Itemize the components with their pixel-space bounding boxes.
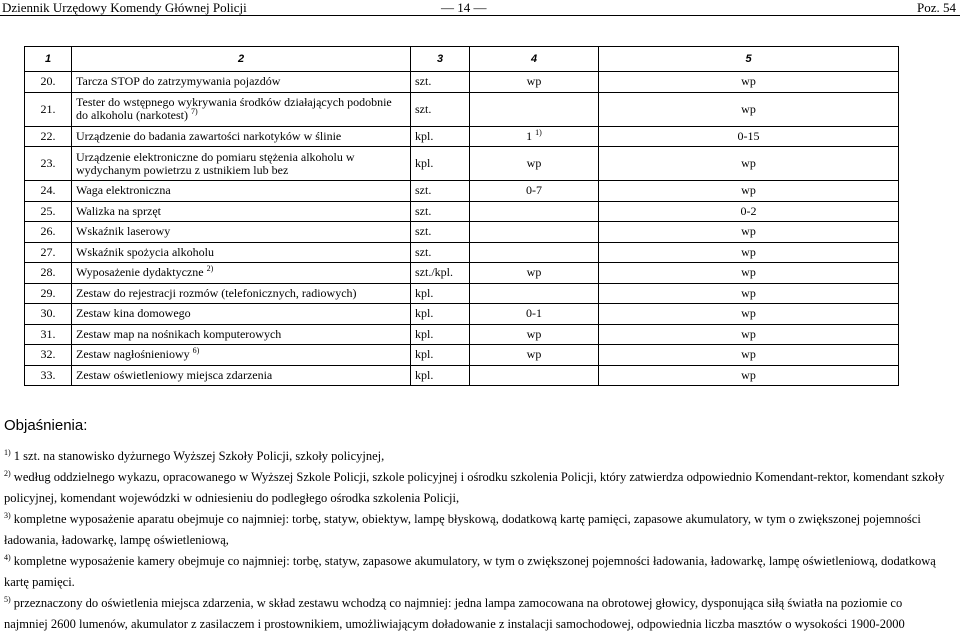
norm-cell: 0-15 (599, 126, 899, 147)
header-rule (0, 15, 960, 16)
item-name-cell (72, 92, 411, 126)
row-number: 20. (25, 72, 72, 93)
table-row (25, 304, 899, 325)
item-name-cell (72, 201, 411, 222)
page-header (0, 0, 960, 16)
norm-cell: 0-2 (599, 201, 899, 222)
item-name: Urządzenie elektroniczne do pomiaru stężenia alkoholu w wydychanym powietrzu z ustnikiem lub bez (76, 149, 355, 177)
norm-cell: wp (599, 304, 899, 325)
item-name: Wskaźnik spożycia alkoholu (76, 244, 214, 259)
table-row (25, 242, 899, 263)
item-name: Zestaw map na nośnikach komputerowych (76, 326, 282, 341)
explanation-note (4, 446, 948, 467)
note-mark: 5) (4, 594, 11, 604)
quantity-value: wp (526, 74, 542, 89)
item-name-cell (72, 324, 411, 345)
item-name: Urządzenie do badania zawartości narkotyków w ślinie (76, 128, 342, 143)
quantity-cell (470, 304, 599, 325)
quantity-cell (470, 201, 599, 222)
footnote-ref: 2) (206, 264, 214, 274)
quantity-cell (470, 72, 599, 93)
norm-cell: wp (599, 263, 899, 284)
unit-cell: szt. (411, 181, 470, 202)
row-number: 33. (25, 365, 72, 386)
unit-cell: kpl. (411, 126, 470, 147)
item-name-cell (72, 126, 411, 147)
explanations-title: Objaśnienia: (4, 417, 88, 434)
quantity-value: wp (526, 265, 542, 280)
unit-cell: szt. (411, 92, 470, 126)
table-row (25, 283, 899, 304)
quantity-value: wp (526, 347, 542, 362)
table-row (25, 263, 899, 284)
row-number: 29. (25, 283, 72, 304)
item-name: Wyposażenie dydaktyczne (76, 265, 204, 280)
quantity-value: 0-7 (526, 183, 542, 198)
note-text: kompletne wyposażenie aparatu obejmuje co najmniej: torbę, statyw, obiektyw, lampę błyskową, dodatkową kartę pamięci, zapasowe akumulatory, w tym o zwiększonej pojemności ładowania, ładowarkę, lampę oświetleniową, (4, 512, 921, 547)
item-name: Waga elektroniczna (76, 183, 171, 198)
table-row (25, 72, 899, 93)
footnote-ref: 7) (190, 107, 198, 116)
row-number: 21. (25, 92, 72, 126)
table-row (25, 126, 899, 147)
norm-cell: wp (599, 365, 899, 386)
note-text: przeznaczony do oświetlenia miejsca zdarzenia, w skład zestawu wchodzą co najmniej: jedna lampa zamocowana na obrotowej głowicy, dysponująca siłą światła na poziomie co najmniej 2600 lumenów, akumulator z zasilaczem i prostownikiem, umożliwiającym doładowanie z instalacji samochodowej, odpowiednia liczba masztów o wysokości 1900-2000 (4, 596, 905, 631)
item-name: Wskaźnik laserowy (76, 224, 171, 239)
item-name: Zestaw nagłośnieniowy (76, 347, 190, 362)
equipment-table (24, 46, 899, 386)
column-number: 5 (599, 47, 899, 72)
item-name-cell (72, 345, 411, 366)
quantity-cell (470, 263, 599, 284)
item-name-cell (72, 365, 411, 386)
item-name-cell (72, 242, 411, 263)
quantity-value: wp (526, 326, 542, 341)
quantity-cell (470, 283, 599, 304)
table-row (25, 324, 899, 345)
unit-cell: kpl. (411, 283, 470, 304)
row-number: 22. (25, 126, 72, 147)
table-row (25, 222, 899, 243)
norm-cell: wp (599, 92, 899, 126)
norm-cell: wp (599, 283, 899, 304)
item-name-cell (72, 304, 411, 325)
unit-cell: kpl. (411, 345, 470, 366)
item-name: Zestaw do rejestracji rozmów (telefonicznych, radiowych) (76, 285, 357, 300)
item-name-cell (72, 222, 411, 243)
note-mark: 2) (4, 468, 11, 478)
item-name: Walizka na sprzęt (76, 203, 161, 218)
norm-cell: wp (599, 147, 899, 181)
norm-cell: wp (599, 324, 899, 345)
row-number: 24. (25, 181, 72, 202)
quantity-cell (470, 242, 599, 263)
quantity-cell (470, 345, 599, 366)
row-number: 25. (25, 201, 72, 222)
norm-cell: wp (599, 222, 899, 243)
explanation-note (4, 509, 948, 551)
quantity-cell (470, 126, 599, 147)
column-number: 3 (411, 47, 470, 72)
row-number: 26. (25, 222, 72, 243)
column-numbers-row (25, 47, 899, 72)
unit-cell: szt. (411, 201, 470, 222)
norm-cell: wp (599, 345, 899, 366)
note-text: 1 szt. na stanowisko dyżurnego Wyższej Szkoły Policji, szkoły policyjnej, (13, 449, 385, 463)
position-label: Poz. 54 (917, 0, 956, 15)
table-row (25, 147, 899, 181)
row-number: 27. (25, 242, 72, 263)
quantity-cell (470, 324, 599, 345)
unit-cell: kpl. (411, 365, 470, 386)
quantity-cell (470, 222, 599, 243)
journal-title: Dziennik Urzędowy Komendy Głównej Policji (2, 0, 247, 15)
item-name: Tester do wstępnego wykrywania środków działających podobnie do alkoholu (narkotest) (76, 95, 392, 122)
row-number: 30. (25, 304, 72, 325)
footnote-ref: 1) (535, 127, 542, 137)
note-mark: 4) (4, 552, 11, 562)
note-text: kompletne wyposażenie kamery obejmuje co najmniej: torbę, statyw, zapasowe akumulatory, w tym o zwiększonej pojemności ładowania, ładowarkę, lampę oświetleniową, dodatkową kartę pamięci. (4, 554, 936, 589)
item-name-cell (72, 263, 411, 284)
item-name-cell (72, 283, 411, 304)
item-name-cell (72, 181, 411, 202)
note-text: według oddzielnego wykazu, opracowanego w Wyższej Szkole Policji, szkole policyjnej i ośrodku szkolenia Policji, który zatwierdza odpowiednio Komendant-rektor, komendant szkoły policyjnej, komendant wojewódzki w odniesieniu do podległego ośrodka szkolenia Policji, (4, 470, 945, 505)
row-number: 23. (25, 147, 72, 181)
row-number: 32. (25, 345, 72, 366)
explanation-note (4, 467, 948, 509)
row-number: 28. (25, 263, 72, 284)
footnote-ref: 6) (192, 346, 200, 356)
column-number: 2 (72, 47, 411, 72)
explanation-note (4, 551, 948, 593)
unit-cell: kpl. (411, 324, 470, 345)
table-row (25, 92, 899, 126)
norm-cell: wp (599, 72, 899, 93)
unit-cell: szt. (411, 72, 470, 93)
item-name: Zestaw kina domowego (76, 306, 191, 321)
note-mark: 3) (4, 510, 11, 520)
quantity-cell (470, 365, 599, 386)
unit-cell: kpl. (411, 147, 470, 181)
table-row (25, 345, 899, 366)
quantity-cell (470, 147, 599, 181)
column-number: 4 (470, 47, 599, 72)
note-mark: 1) (4, 447, 11, 457)
norm-cell: wp (599, 242, 899, 263)
table-row (25, 365, 899, 386)
quantity-cell (470, 181, 599, 202)
item-name: Tarcza STOP do zatrzymywania pojazdów (76, 74, 281, 89)
norm-cell: wp (599, 181, 899, 202)
column-number: 1 (25, 47, 72, 72)
quantity-cell (470, 92, 599, 126)
item-name-cell (72, 147, 411, 181)
row-number: 31. (25, 324, 72, 345)
unit-cell: szt. (411, 222, 470, 243)
unit-cell: szt. (411, 242, 470, 263)
unit-cell: szt./kpl. (411, 263, 470, 284)
table-row (25, 201, 899, 222)
unit-cell: kpl. (411, 304, 470, 325)
table-row (25, 181, 899, 202)
quantity-value: 1 (526, 128, 533, 143)
page-number: — 14 — (441, 0, 487, 15)
quantity-value: wp (526, 156, 542, 170)
item-name: Zestaw oświetleniowy miejsca zdarzenia (76, 367, 273, 382)
quantity-value: 0-1 (526, 306, 542, 321)
item-name-cell (72, 72, 411, 93)
